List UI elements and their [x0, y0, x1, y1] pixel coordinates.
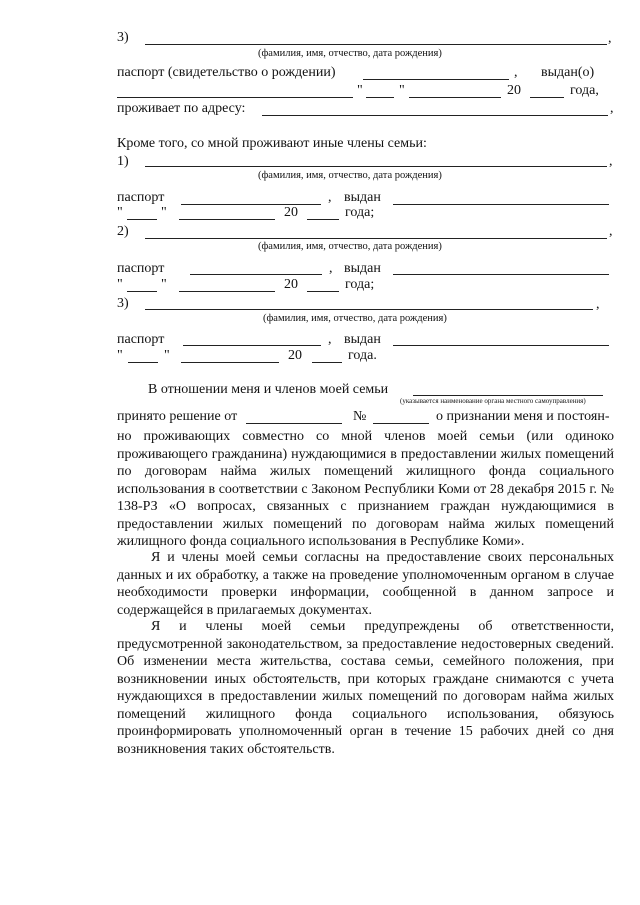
quote-mark: " [164, 348, 170, 363]
year-prefix: 20 [284, 205, 298, 220]
passport-label: паспорт [117, 332, 165, 347]
comma: , [609, 224, 613, 239]
member-1-month-field[interactable] [179, 219, 275, 220]
issued-label: выдан [344, 261, 381, 276]
decision-text: о признании меня и постоян- [436, 409, 610, 424]
address-field[interactable] [262, 115, 608, 116]
field-caption: (фамилия, имя, отчество, дата рождения) [258, 170, 442, 181]
member-3-year-field[interactable] [312, 362, 342, 363]
decision-number-field[interactable] [373, 423, 429, 424]
year-prefix: 20 [507, 83, 521, 98]
issue-month-field[interactable] [409, 97, 501, 98]
comma: , [609, 154, 613, 169]
issue-day-field[interactable] [366, 97, 394, 98]
member-3-day-field[interactable] [128, 362, 158, 363]
member-2-passport-field[interactable] [190, 274, 322, 275]
field-caption: (фамилия, имя, отчество, дата рождения) [258, 48, 442, 59]
decision-paragraph: но проживающих совместно со мной членов моей семьи (или одиноко проживающего гражданина) нуждающимися в предоставлении жилых помещений по договорам найма жилых помещений жилищного фонда социального использования в соответствии с Законом Республики Коми от 28 декабря 2015 г. № 138-РЗ «О вопросах, связанных с признанием граждан нуждающимися в предоставлении жилых помещений по договорам найма жилых помещений жилищного фонда социального использования в Республике Коми». [117, 429, 614, 549]
quote-mark: " [117, 205, 123, 220]
authority-name-field[interactable] [413, 395, 603, 396]
member-1-name-field[interactable] [145, 166, 607, 167]
consent-paragraph: Я и члены моей семьи согласны на предоставление своих персональных данных и их обработку, а также на проведение уполномоченным органом в случае необходимости проверки информации, сообщенной в данном запросе и содержащейся в прилагаемых документах. [117, 550, 614, 618]
year-word: года. [348, 348, 377, 363]
decision-from-label: принято решение от [117, 409, 238, 424]
quote-mark: " [117, 348, 123, 363]
field-caption: (фамилия, имя, отчество, дата рождения) [263, 313, 447, 324]
others-heading: Кроме того, со мной проживают иные члены семьи: [117, 136, 427, 151]
issued-label: выдан(о) [541, 65, 595, 80]
issue-year-field[interactable] [530, 97, 564, 98]
decision-date-field[interactable] [246, 423, 342, 424]
member-2-issued-by-field[interactable] [393, 274, 609, 275]
member-1-day-field[interactable] [127, 219, 157, 220]
passport-label: паспорт [117, 190, 165, 205]
issued-label: выдан [344, 190, 381, 205]
address-label: проживает по адресу: [117, 101, 246, 116]
comma: , [596, 297, 600, 312]
comma: , [608, 31, 612, 46]
member-1-passport-field[interactable] [181, 204, 321, 205]
passport-label: паспорт [117, 261, 165, 276]
member-3-passport-field[interactable] [183, 345, 321, 346]
member-2-day-field[interactable] [127, 291, 157, 292]
comma: , [328, 190, 332, 205]
year-prefix: 20 [288, 348, 302, 363]
field-caption: (фамилия, имя, отчество, дата рождения) [258, 241, 442, 252]
member-2-year-field[interactable] [307, 291, 339, 292]
member-3-name-field[interactable] [145, 309, 593, 310]
quote-mark: " [357, 83, 363, 98]
quote-mark: " [399, 83, 405, 98]
issued-by-field[interactable] [117, 97, 353, 98]
item-number: 2) [117, 224, 129, 239]
member-1-year-field[interactable] [307, 219, 339, 220]
item-number: 3) [117, 30, 129, 45]
year-word: года; [345, 277, 375, 292]
number-sign: № [353, 409, 367, 424]
member-3-month-field[interactable] [181, 362, 279, 363]
item-number: 3) [117, 296, 129, 311]
passport-number-field[interactable] [363, 79, 509, 80]
warning-paragraph: Я и члены моей семьи предупреждены об ответственности, предусмотренной законодательством, за предоставление недостоверных сведений. Об изменении места жительства, состава семьи, семейного положения, при возникновении иных обстоятельств, при которых граждане снимаются с учета нуждающихся в предоставлении жилых помещений по договорам найма жилых помещений жилищного фонда социального использования, обязуюсь проинформировать уполномоченный орган в течение 15 рабочих дней со дня возникновения таких обстоятельств. [117, 619, 614, 757]
member-2-month-field[interactable] [179, 291, 275, 292]
item-number: 1) [117, 154, 129, 169]
year-word: года; [345, 205, 375, 220]
regarding-text: В отношении меня и членов моей семьи [148, 382, 389, 397]
quote-mark: " [117, 277, 123, 292]
passport-label: паспорт (свидетельство о рождении) [117, 65, 336, 80]
year-word: года, [570, 83, 599, 98]
member-1-issued-by-field[interactable] [393, 204, 609, 205]
comma: , [329, 261, 333, 276]
year-prefix: 20 [284, 277, 298, 292]
comma: , [328, 332, 332, 347]
comma: , [610, 101, 614, 116]
member-2-name-field[interactable] [145, 238, 607, 239]
authority-caption: (указывается наименование органа местного самоуправления) [400, 397, 586, 405]
issued-label: выдан [344, 332, 381, 347]
quote-mark: " [161, 205, 167, 220]
quote-mark: " [161, 277, 167, 292]
person-name-field[interactable] [145, 44, 607, 45]
comma: , [514, 65, 518, 80]
member-3-issued-by-field[interactable] [393, 345, 609, 346]
